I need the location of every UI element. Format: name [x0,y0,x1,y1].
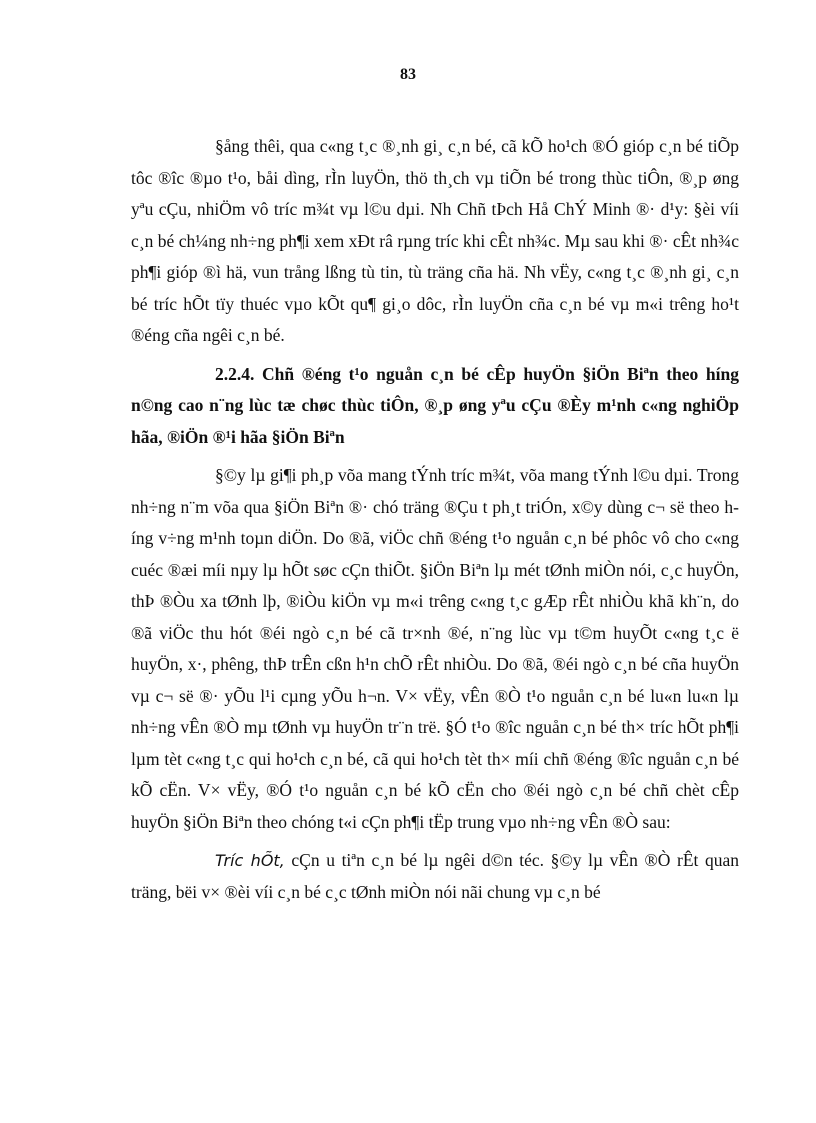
paragraph-3-italic-lead: Tríc hÕt, [215,851,285,870]
paragraph-3-rest: cÇn u tiªn c¸n bé lµ ngêi d©n téc. §©y lµ vÊn ®Ò rÊt quan träng, bëi v× ®èi víi c¸n bé c¸c tØnh miÒn nói nãi chung vµ c¸n bé [131,850,740,902]
paragraph-2-text: §©y lµ gi¶i ph¸p võa mang tÝnh tríc m¾t, võa mang tÝnh l©u dµi. Trong nh÷ng n¨m võa qua §iÖn Biªn ®· chó träng ®Çu t ph¸t triÓn, x©y dùng c¬ së theo híng v÷ng m¹nh toµn diÖn. Do ®ã, viÖc chñ ®éng t¹o nguån c¸n bé phôc vô cho c«ng cuéc ®æi míi nµy lµ hÕt søc cÇn thiÕt. §iÖn Biªn lµ mét tØnh miÒn nói, c¸c huyÖn, thÞ ®Òu xa tØnh lþ, ®iÒu kiÖn vµ m«i trêng c«ng t¸c gÆp rÊt nhiÒu khã kh¨n, do ®ã viÖc thu hót ®éi ngò c¸n bé cã tr×nh ®é, n¨ng lùc vµ t©m huyÕt c«ng t¸c ë huyÖn, x·, phêng, thÞ trÊn cßn h¹n chÕ rÊt nhiÒu. Do ®ã, ®éi ngò c¸n bé cña huyÖn vµ c¬ së ®· yÕu l¹i cµng yÕu h¬n. V× vËy, vÊn ®Ò t¹o nguån c¸n bé lu«n lu«n lµ nh÷ng vÊn ®Ò mµ tØnh vµ huyÖn tr¨n trë. §Ó t¹o ®îc nguån c¸n bé th× tríc hÕt ph¶i lµm tèt c«ng t¸c qui ho¹ch c¸n bé, cã qui ho¹ch tèt th× míi chñ ®éng ®îc nguån c¸n bé kÕ cËn. V× vËy, ®Ó t¹o nguån c¸n bé kÕ cËn cho ®éi ngò c¸n bé chñ chèt cÊp huyÖn §iÖn Biªn theo chóng t«i cÇn ph¶i tËp trung vµo nh÷ng vÊn ®Ò sau: [131,465,739,832]
paragraph-3 [131,845,739,908]
paragraph-2 [131,460,739,838]
paragraph-1-rest: bé tiÕp tôc ®îc ®µo t¹o, båi dìng, rÌn luyÖn, thö th¸ch vµ tiÕn bé trong thùc tiÔn, ®¸p øng yªu cÇu, nhiÖm vô tríc m¾t vµ l©u dµi. Nh Chñ tÞch Hå ChÝ Minh ®· d¹y: §èi víi c¸n bé ch¼ng nh÷ng ph¶i xem xÐt râ rµng tríc khi cÊt nh¾c. Mµ sau khi ®· cÊt nh¾c ph¶i gióp ®ì hä, vun trång lßng tù tin, tù träng cña hä. Nh vËy, c«ng t¸c ®¸nh gi¸ c¸n bé tríc hÕt tïy thuéc vµo kÕt qu¶ gi¸o dôc, rÌn luyÖn cña c¸n bé vµ m«i trêng ho¹t ®éng cña ngêi c¸n bé. [131,136,739,345]
section-heading-text: 2.2.4. Chñ ®éng t¹o nguån c¸n bé cÊp huyÖn §iÖn Biªn theo híng n©ng cao n¨ng lùc tæ chøc thùc tiÔn, ®¸p øng yªu cÇu ®Èy m¹nh c«ng nghiÖp hãa, ®iÖn ®¹i hãa §iÖn Biªn [131,363,739,447]
page-number: 83 [400,66,416,83]
section-heading [131,359,739,454]
body-text [131,131,740,908]
paragraph-1-lead: §ång thêi, qua c«ng t¸c ®¸nh gi¸ c¸n bé, cã kÕ ho¹ch ®Ó gióp c¸n [215,136,682,156]
paragraph-1 [131,131,739,352]
